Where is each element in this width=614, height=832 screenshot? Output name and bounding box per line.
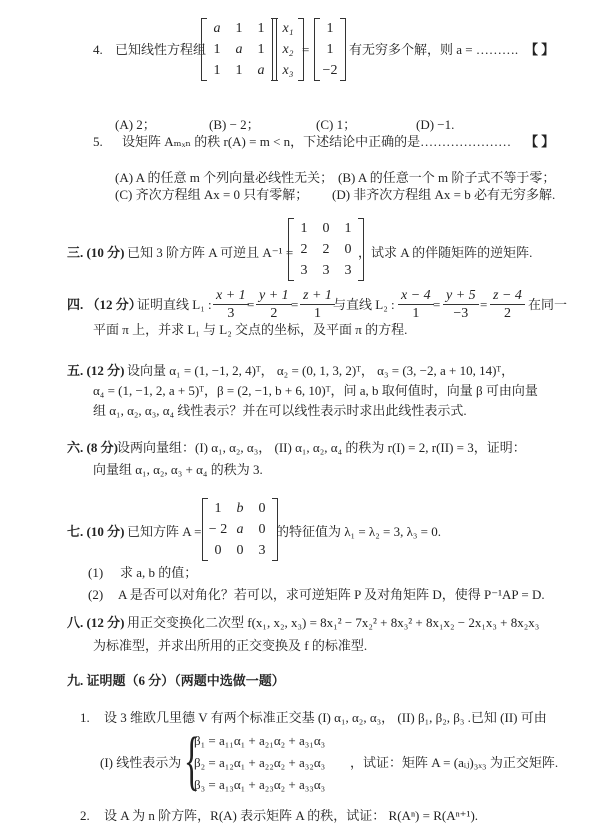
q5-answer-bracket: 【 】 [525, 134, 555, 149]
q4-option-c: (C) 1； [316, 117, 357, 132]
q4-rhs-vector [314, 18, 346, 81]
matrix-cell: 3 [258, 543, 266, 558]
s9-p1-line1: 设 3 维欧几里德 V 有两个标准正交基 (I) α₁, α₂, α₃， (II) β₁, β₂, β₃ .已知 (II) 可由 [104, 710, 547, 725]
matrix-cell: − 2 [208, 522, 228, 537]
vector-cell: x₁ [282, 21, 294, 36]
matrix-cell: a [235, 42, 243, 57]
s7-sub2-number: (2) [88, 587, 104, 602]
matrix-cell: 1 [235, 21, 243, 36]
equals: = [433, 297, 441, 312]
s9-p1-number: 1. [80, 710, 90, 725]
matrix-cell: 3 [344, 263, 352, 278]
matrix-cell: 1 [257, 42, 265, 57]
q4-text: 已知线性方程组 [115, 42, 207, 57]
q4-option-b: (B) − 2； [209, 117, 260, 132]
s4-text3: 在同一 [528, 297, 568, 312]
matrix-cell: b [236, 501, 244, 516]
matrix-cell: 0 [258, 522, 266, 537]
s3-label: 三. (10 分) [67, 245, 125, 260]
vector-cell: x₃ [282, 63, 294, 78]
q4-option-d: (D) −1. [416, 117, 455, 132]
s7-sub1-number: (1) [88, 565, 104, 580]
s7-sub1-text: 求 a, b 的值； [120, 565, 198, 580]
left-brace-icon: { [183, 724, 200, 797]
system-equation: β₁ = a₁₁α₁ + a₂₁α₂ + a₃₁α₃ [194, 733, 326, 748]
vector-cell: x₂ [282, 42, 294, 57]
q4-number: 4. [93, 42, 103, 57]
matrix-cell: 1 [344, 221, 352, 236]
s6-line1: 设两向量组：(I) α₁, α₂, α₃， (II) α₁, α₂, α₄ 的秩为 r(I) = 2, r(II) = 3，证明： [117, 440, 526, 455]
s9-label: 九. 证明题（6 分）（两题中选做一题） [67, 673, 285, 688]
fraction [398, 287, 434, 322]
s8-line2: 为标准型，并求出所用的正交变换及 f 的标准型. [93, 638, 368, 653]
denominator: 1 [412, 306, 420, 321]
s4-text2: 与直线 L₂ : [333, 297, 395, 312]
matrix-cell: 3 [322, 263, 330, 278]
s5-label: 五. (12 分) [67, 363, 125, 378]
numerator: z + 1 [300, 287, 335, 305]
s3-inverse-matrix [288, 218, 364, 281]
s7-text: 已知方阵 A = [127, 524, 202, 539]
s9-p1-tail: ，试证：矩阵 A = (aᵢⱼ)₃ₓ₃ 为正交矩阵. [350, 755, 559, 770]
matrix-cell: 1 [213, 42, 221, 57]
s3-text: 已知 3 阶方阵 A 可逆且 A⁻¹ = [127, 245, 294, 260]
fraction [213, 287, 249, 322]
numerator: x − 4 [398, 287, 434, 305]
system-equation: β₂ = a₁₂α₁ + a₂₂α₂ + a₃₂α₃ [194, 755, 326, 770]
q5-number: 5. [93, 134, 103, 149]
matrix-cell: 1 [300, 221, 308, 236]
matrix-cell: a [213, 21, 221, 36]
q5-option-a: (A) A 的任意 m 个列向量必线性无关； [115, 170, 334, 185]
q4-tail: 有无穷多个解，则 a = ………. [349, 42, 519, 57]
equals: = [480, 297, 488, 312]
matrix-cell: 0 [258, 501, 266, 516]
matrix-cell: 2 [300, 242, 308, 257]
matrix-cell: 3 [300, 263, 308, 278]
s7-matrix [202, 498, 278, 561]
denominator: 2 [270, 306, 278, 321]
q5-text: 设矩阵 Aₘₓₙ 的秩 r(A) = m < n，下述结论中正确的是………………… [122, 134, 512, 149]
q4-equals: = [302, 42, 310, 57]
matrix-cell: 1 [235, 63, 243, 78]
q4-variable-vector [272, 18, 304, 81]
equals: = [247, 297, 255, 312]
vector-cell: 1 [326, 42, 334, 57]
vector-cell: −2 [322, 63, 338, 78]
denominator: 3 [227, 306, 235, 321]
s9-p1-prefix: (I) 线性表示为 [100, 755, 182, 770]
q5-option-b: (B) A 的任意一个 m 阶子式不等于零； [338, 170, 556, 185]
matrix-cell: 1 [257, 21, 265, 36]
s7-sub2-text: A 是否可以对角化？若可以，求可逆矩阵 P 及对角矩阵 D，使得 P⁻¹AP = D. [118, 587, 545, 602]
fraction [443, 287, 479, 322]
matrix-cell: 0 [214, 543, 222, 558]
fraction [300, 287, 335, 322]
matrix-cell: 0 [236, 543, 244, 558]
vector-cell: 1 [326, 21, 334, 36]
q4-answer-bracket: 【 】 [525, 42, 555, 57]
s7-label: 七. (10 分) [67, 524, 125, 539]
system-equation: β₃ = a₁₃α₁ + a₂₃α₂ + a₃₃α₃ [194, 777, 326, 792]
s9-p2-text: 设 A 为 n 阶方阵，R(A) 表示矩阵 A 的秩，试证： R(Aⁿ) = R(Aⁿ⁺¹). [104, 808, 479, 823]
matrix-cell: 2 [322, 242, 330, 257]
s7-tail: 的特征值为 λ₁ = λ₂ = 3, λ₃ = 0. [276, 524, 442, 539]
numerator: x + 1 [213, 287, 249, 305]
s6-line2: 向量组 α₁, α₂, α₃ + α₄ 的秩为 3. [93, 462, 263, 477]
equals: = [291, 297, 299, 312]
s9-p2-number: 2. [80, 808, 90, 823]
s3-tail: ，试求 A 的伴随矩阵的逆矩阵. [358, 245, 533, 260]
denominator: 1 [313, 306, 321, 321]
s6-label: 六. (8 分) [67, 440, 118, 455]
matrix-cell: 0 [344, 242, 352, 257]
matrix-cell: 0 [322, 221, 330, 236]
matrix-cell: a [257, 63, 265, 78]
s5-line2: α₄ = (1, −1, 2, a + 5)ᵀ，β = (2, −1, b + 6, 10)ᵀ，问 a, b 取何值时，向量 β 可由向量 [93, 383, 538, 398]
s8-line1: 用正交变换化二次型 f(x₁, x₂, x₃) = 8x₁² − 7x₂² + 8x₃² + 8x₁x₂ − 2x₁x₃ + 8x₂x₃ [127, 615, 540, 630]
numerator: y + 1 [256, 287, 292, 305]
numerator: y + 5 [443, 287, 479, 305]
matrix-cell: 1 [214, 501, 222, 516]
s4-line2: 平面 π 上，并求 L₁ 与 L₂ 交点的坐标，及平面 π 的方程. [93, 322, 408, 337]
q4-coefficient-matrix [201, 18, 277, 81]
q4-option-a: (A) 2； [115, 117, 156, 132]
numerator: z − 4 [490, 287, 525, 305]
matrix-cell: 1 [213, 63, 221, 78]
s5-line1: 设向量 α₁ = (1, −1, 2, 4)ᵀ， α₂ = (0, 1, 3, 2)ᵀ， α₃ = (3, −2, a + 10, 14)ᵀ， [127, 363, 515, 378]
s8-label: 八. (12 分) [67, 615, 125, 630]
fraction [256, 287, 292, 322]
q5-option-d: (D) 非齐次方程组 Ax = b 必有无穷多解. [332, 187, 556, 202]
s5-line3: 组 α₁, α₂, α₃, α₄ 线性表示？并在可以线性表示时求出此线性表示式. [93, 403, 467, 418]
s4-label: 四. （12 分） [67, 297, 142, 312]
matrix-cell: a [236, 522, 244, 537]
q5-option-c: (C) 齐次方程组 Ax = 0 只有零解； [115, 187, 309, 202]
s4-text1: 证明直线 L₁ : [137, 297, 212, 312]
denominator: −3 [453, 306, 469, 321]
fraction [490, 287, 525, 322]
denominator: 2 [503, 306, 511, 321]
